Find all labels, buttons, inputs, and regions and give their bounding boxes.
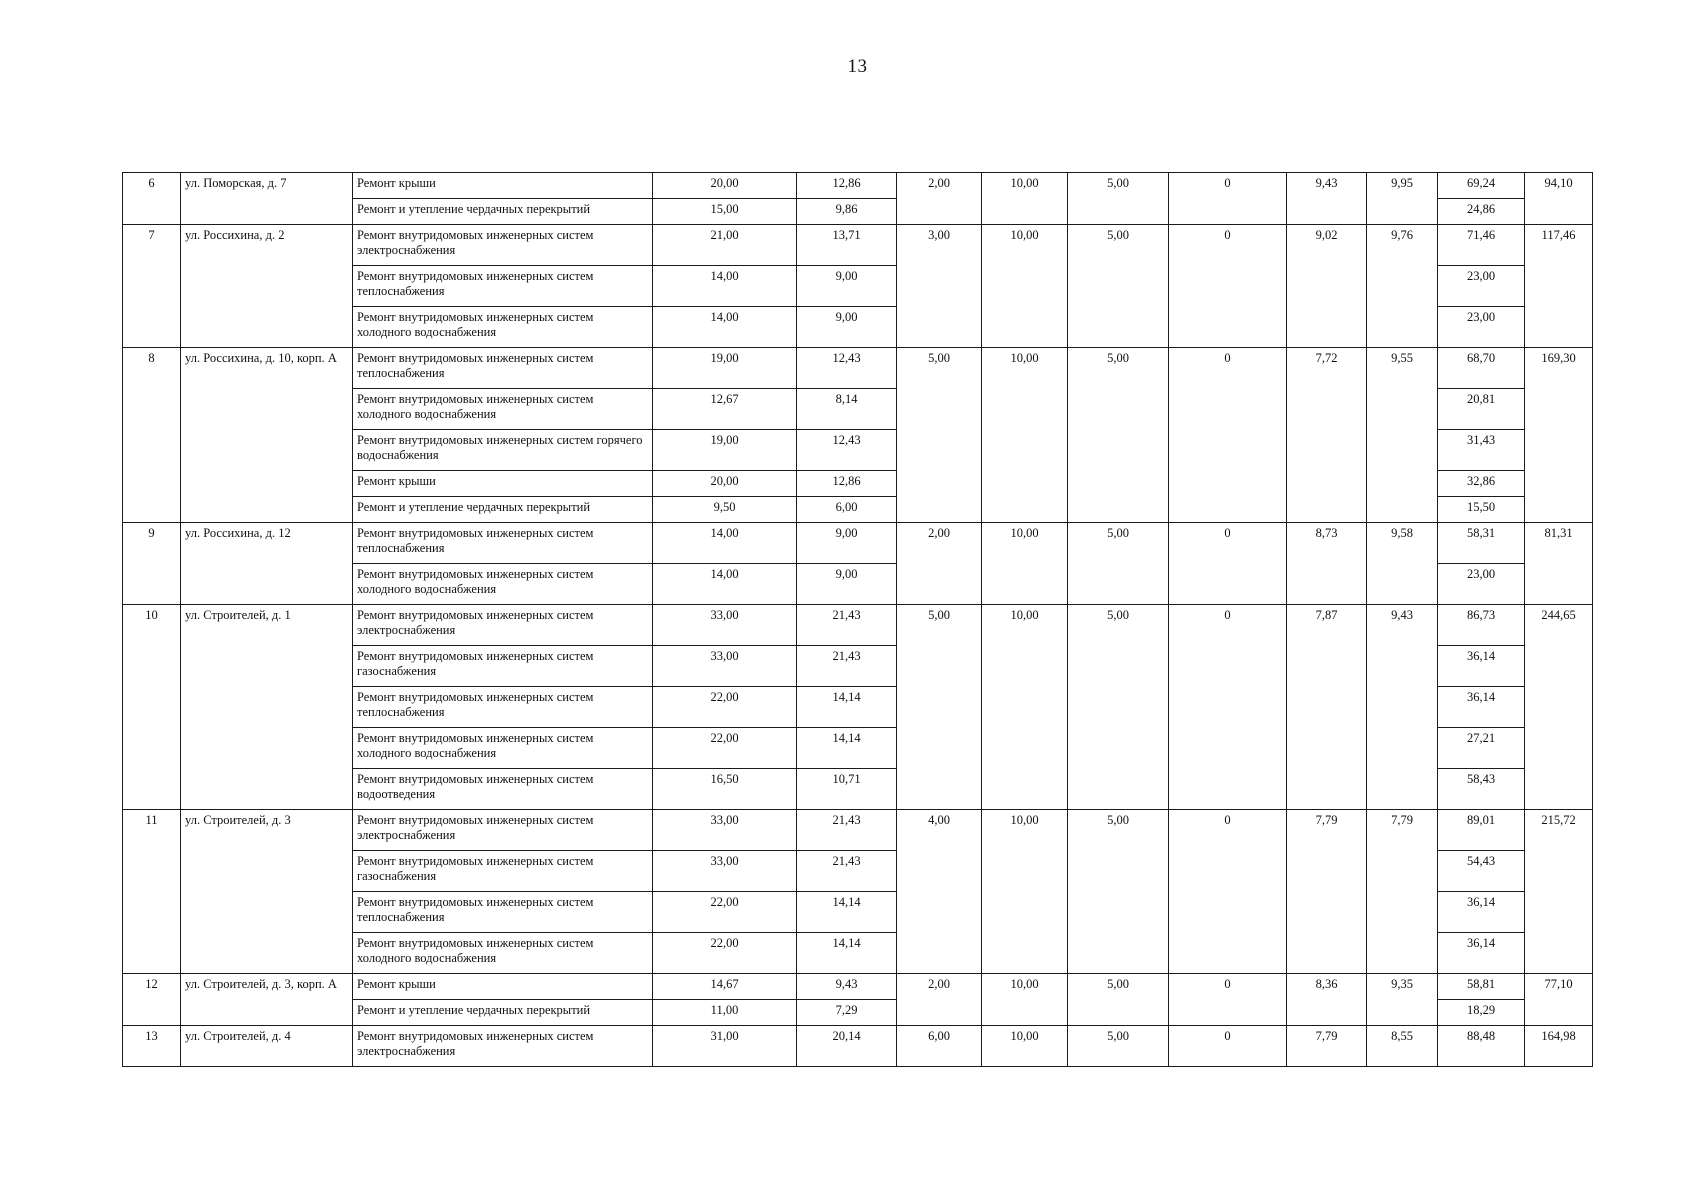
sum-cell: 36,14 (1438, 646, 1525, 687)
metric-a-cell: 6,00 (897, 1026, 982, 1067)
metric-e-cell: 7,87 (1287, 605, 1367, 810)
value-cell: 21,43 (797, 605, 897, 646)
value-cell: 15,00 (653, 199, 797, 225)
row-number: 7 (123, 225, 181, 348)
value-cell: 12,67 (653, 389, 797, 430)
sum-cell: 69,24 (1438, 173, 1525, 199)
value-cell: 14,14 (797, 892, 897, 933)
value-cell: 20,14 (797, 1026, 897, 1067)
sum-cell: 89,01 (1438, 810, 1525, 851)
value-cell: 9,00 (797, 307, 897, 348)
sum-cell: 71,46 (1438, 225, 1525, 266)
metric-f-cell: 9,55 (1367, 348, 1438, 523)
metric-b-cell: 10,00 (982, 348, 1068, 523)
metric-a-cell: 4,00 (897, 810, 982, 974)
value-cell: 16,50 (653, 769, 797, 810)
metric-b-cell: 10,00 (982, 523, 1068, 605)
metric-d-cell: 0 (1169, 173, 1287, 225)
metric-d-cell: 0 (1169, 225, 1287, 348)
address-cell: ул. Россихина, д. 12 (181, 523, 353, 605)
metric-b-cell: 10,00 (982, 605, 1068, 810)
work-type-cell: Ремонт внутридомовых инженерных систем газоснабжения (353, 646, 653, 687)
work-type-cell: Ремонт внутридомовых инженерных систем электроснабжения (353, 605, 653, 646)
address-cell: ул. Строителей, д. 3 (181, 810, 353, 974)
work-type-cell: Ремонт и утепление чердачных перекрытий (353, 497, 653, 523)
metric-e-cell: 9,02 (1287, 225, 1367, 348)
metric-c-cell: 5,00 (1068, 605, 1169, 810)
value-cell: 14,14 (797, 728, 897, 769)
row-number: 6 (123, 173, 181, 225)
table-row (123, 225, 1593, 266)
total-cell: 117,46 (1525, 225, 1593, 348)
metric-e-cell: 7,72 (1287, 348, 1367, 523)
metric-c-cell: 5,00 (1068, 1026, 1169, 1067)
total-cell: 164,98 (1525, 1026, 1593, 1067)
metric-c-cell: 5,00 (1068, 225, 1169, 348)
value-cell: 22,00 (653, 933, 797, 974)
total-cell: 244,65 (1525, 605, 1593, 810)
metric-a-cell: 2,00 (897, 173, 982, 225)
value-cell: 9,00 (797, 564, 897, 605)
metric-c-cell: 5,00 (1068, 523, 1169, 605)
table-row (123, 1026, 1593, 1067)
row-number: 8 (123, 348, 181, 523)
sum-cell: 23,00 (1438, 564, 1525, 605)
table-row (123, 348, 1593, 389)
metric-c-cell: 5,00 (1068, 173, 1169, 225)
metric-c-cell: 5,00 (1068, 810, 1169, 974)
work-type-cell: Ремонт внутридомовых инженерных систем теплоснабжения (353, 892, 653, 933)
row-number: 10 (123, 605, 181, 810)
metric-c-cell: 5,00 (1068, 974, 1169, 1026)
value-cell: 9,50 (653, 497, 797, 523)
value-cell: 33,00 (653, 851, 797, 892)
metric-f-cell: 8,55 (1367, 1026, 1438, 1067)
row-number: 9 (123, 523, 181, 605)
repairs-table (122, 172, 1593, 1067)
metric-e-cell: 9,43 (1287, 173, 1367, 225)
metric-f-cell: 9,43 (1367, 605, 1438, 810)
sum-cell: 88,48 (1438, 1026, 1525, 1067)
metric-d-cell: 0 (1169, 1026, 1287, 1067)
sum-cell: 18,29 (1438, 1000, 1525, 1026)
work-type-cell: Ремонт внутридомовых инженерных систем холодного водоснабжения (353, 307, 653, 348)
metric-b-cell: 10,00 (982, 225, 1068, 348)
metric-e-cell: 8,36 (1287, 974, 1367, 1026)
value-cell: 14,00 (653, 307, 797, 348)
sum-cell: 36,14 (1438, 892, 1525, 933)
metric-b-cell: 10,00 (982, 1026, 1068, 1067)
work-type-cell: Ремонт внутридомовых инженерных систем теплоснабжения (353, 266, 653, 307)
total-cell: 169,30 (1525, 348, 1593, 523)
work-type-cell: Ремонт крыши (353, 173, 653, 199)
work-type-cell: Ремонт внутридомовых инженерных систем горячего водоснабжения (353, 430, 653, 471)
value-cell: 19,00 (653, 430, 797, 471)
value-cell: 14,00 (653, 266, 797, 307)
table-row (123, 974, 1593, 1000)
address-cell: ул. Россихина, д. 10, корп. А (181, 348, 353, 523)
value-cell: 33,00 (653, 810, 797, 851)
value-cell: 20,00 (653, 173, 797, 199)
value-cell: 9,00 (797, 523, 897, 564)
address-cell: ул. Строителей, д. 1 (181, 605, 353, 810)
metric-e-cell: 8,73 (1287, 523, 1367, 605)
value-cell: 14,00 (653, 564, 797, 605)
work-type-cell: Ремонт крыши (353, 974, 653, 1000)
address-cell: ул. Россихина, д. 2 (181, 225, 353, 348)
metric-f-cell: 7,79 (1367, 810, 1438, 974)
value-cell: 9,86 (797, 199, 897, 225)
address-cell: ул. Поморская, д. 7 (181, 173, 353, 225)
metric-a-cell: 2,00 (897, 974, 982, 1026)
value-cell: 12,43 (797, 348, 897, 389)
value-cell: 9,43 (797, 974, 897, 1000)
sum-cell: 24,86 (1438, 199, 1525, 225)
metric-b-cell: 10,00 (982, 810, 1068, 974)
sum-cell: 23,00 (1438, 266, 1525, 307)
value-cell: 21,00 (653, 225, 797, 266)
sum-cell: 54,43 (1438, 851, 1525, 892)
table-body (123, 173, 1593, 1067)
value-cell: 9,00 (797, 266, 897, 307)
metric-d-cell: 0 (1169, 974, 1287, 1026)
metric-a-cell: 5,00 (897, 605, 982, 810)
work-type-cell: Ремонт внутридомовых инженерных систем холодного водоснабжения (353, 728, 653, 769)
metric-c-cell: 5,00 (1068, 348, 1169, 523)
value-cell: 21,43 (797, 810, 897, 851)
table-row (123, 523, 1593, 564)
value-cell: 14,14 (797, 933, 897, 974)
metric-e-cell: 7,79 (1287, 810, 1367, 974)
work-type-cell: Ремонт крыши (353, 471, 653, 497)
value-cell: 13,71 (797, 225, 897, 266)
work-type-cell: Ремонт и утепление чердачных перекрытий (353, 1000, 653, 1026)
metric-f-cell: 9,35 (1367, 974, 1438, 1026)
work-type-cell: Ремонт внутридомовых инженерных систем холодного водоснабжения (353, 389, 653, 430)
table-row (123, 173, 1593, 199)
metric-f-cell: 9,58 (1367, 523, 1438, 605)
sum-cell: 58,31 (1438, 523, 1525, 564)
value-cell: 22,00 (653, 728, 797, 769)
value-cell: 10,71 (797, 769, 897, 810)
value-cell: 31,00 (653, 1026, 797, 1067)
metric-f-cell: 9,95 (1367, 173, 1438, 225)
total-cell: 81,31 (1525, 523, 1593, 605)
sum-cell: 58,43 (1438, 769, 1525, 810)
row-number: 13 (123, 1026, 181, 1067)
value-cell: 12,86 (797, 471, 897, 497)
row-number: 12 (123, 974, 181, 1026)
value-cell: 22,00 (653, 687, 797, 728)
metric-d-cell: 0 (1169, 605, 1287, 810)
value-cell: 33,00 (653, 605, 797, 646)
sum-cell: 27,21 (1438, 728, 1525, 769)
sum-cell: 31,43 (1438, 430, 1525, 471)
table-row (123, 810, 1593, 851)
value-cell: 20,00 (653, 471, 797, 497)
work-type-cell: Ремонт внутридомовых инженерных систем теплоснабжения (353, 348, 653, 389)
sum-cell: 86,73 (1438, 605, 1525, 646)
value-cell: 21,43 (797, 851, 897, 892)
value-cell: 19,00 (653, 348, 797, 389)
work-type-cell: Ремонт внутридомовых инженерных систем теплоснабжения (353, 523, 653, 564)
work-type-cell: Ремонт внутридомовых инженерных систем теплоснабжения (353, 687, 653, 728)
address-cell: ул. Строителей, д. 3, корп. А (181, 974, 353, 1026)
work-type-cell: Ремонт внутридомовых инженерных систем газоснабжения (353, 851, 653, 892)
work-type-cell: Ремонт внутридомовых инженерных систем электроснабжения (353, 1026, 653, 1067)
total-cell: 77,10 (1525, 974, 1593, 1026)
value-cell: 12,86 (797, 173, 897, 199)
page-number: 13 (847, 56, 868, 77)
sum-cell: 32,86 (1438, 471, 1525, 497)
sum-cell: 15,50 (1438, 497, 1525, 523)
work-type-cell: Ремонт внутридомовых инженерных систем холодного водоснабжения (353, 564, 653, 605)
value-cell: 7,29 (797, 1000, 897, 1026)
sum-cell: 68,70 (1438, 348, 1525, 389)
sum-cell: 23,00 (1438, 307, 1525, 348)
sum-cell: 36,14 (1438, 687, 1525, 728)
work-type-cell: Ремонт внутридомовых инженерных систем электроснабжения (353, 225, 653, 266)
metric-a-cell: 2,00 (897, 523, 982, 605)
metric-d-cell: 0 (1169, 810, 1287, 974)
sum-cell: 36,14 (1438, 933, 1525, 974)
work-type-cell: Ремонт и утепление чердачных перекрытий (353, 199, 653, 225)
sum-cell: 58,81 (1438, 974, 1525, 1000)
work-type-cell: Ремонт внутридомовых инженерных систем холодного водоснабжения (353, 933, 653, 974)
metric-b-cell: 10,00 (982, 974, 1068, 1026)
metric-b-cell: 10,00 (982, 173, 1068, 225)
metric-a-cell: 3,00 (897, 225, 982, 348)
value-cell: 12,43 (797, 430, 897, 471)
row-number: 11 (123, 810, 181, 974)
metric-e-cell: 7,79 (1287, 1026, 1367, 1067)
total-cell: 94,10 (1525, 173, 1593, 225)
value-cell: 33,00 (653, 646, 797, 687)
total-cell: 215,72 (1525, 810, 1593, 974)
repairs-table-container (122, 172, 1592, 1067)
value-cell: 6,00 (797, 497, 897, 523)
work-type-cell: Ремонт внутридомовых инженерных систем электроснабжения (353, 810, 653, 851)
metric-a-cell: 5,00 (897, 348, 982, 523)
address-cell: ул. Строителей, д. 4 (181, 1026, 353, 1067)
value-cell: 14,67 (653, 974, 797, 1000)
metric-d-cell: 0 (1169, 348, 1287, 523)
value-cell: 21,43 (797, 646, 897, 687)
sum-cell: 20,81 (1438, 389, 1525, 430)
metric-d-cell: 0 (1169, 523, 1287, 605)
value-cell: 14,14 (797, 687, 897, 728)
work-type-cell: Ремонт внутридомовых инженерных систем водоотведения (353, 769, 653, 810)
value-cell: 11,00 (653, 1000, 797, 1026)
value-cell: 8,14 (797, 389, 897, 430)
value-cell: 22,00 (653, 892, 797, 933)
table-row (123, 605, 1593, 646)
metric-f-cell: 9,76 (1367, 225, 1438, 348)
value-cell: 14,00 (653, 523, 797, 564)
